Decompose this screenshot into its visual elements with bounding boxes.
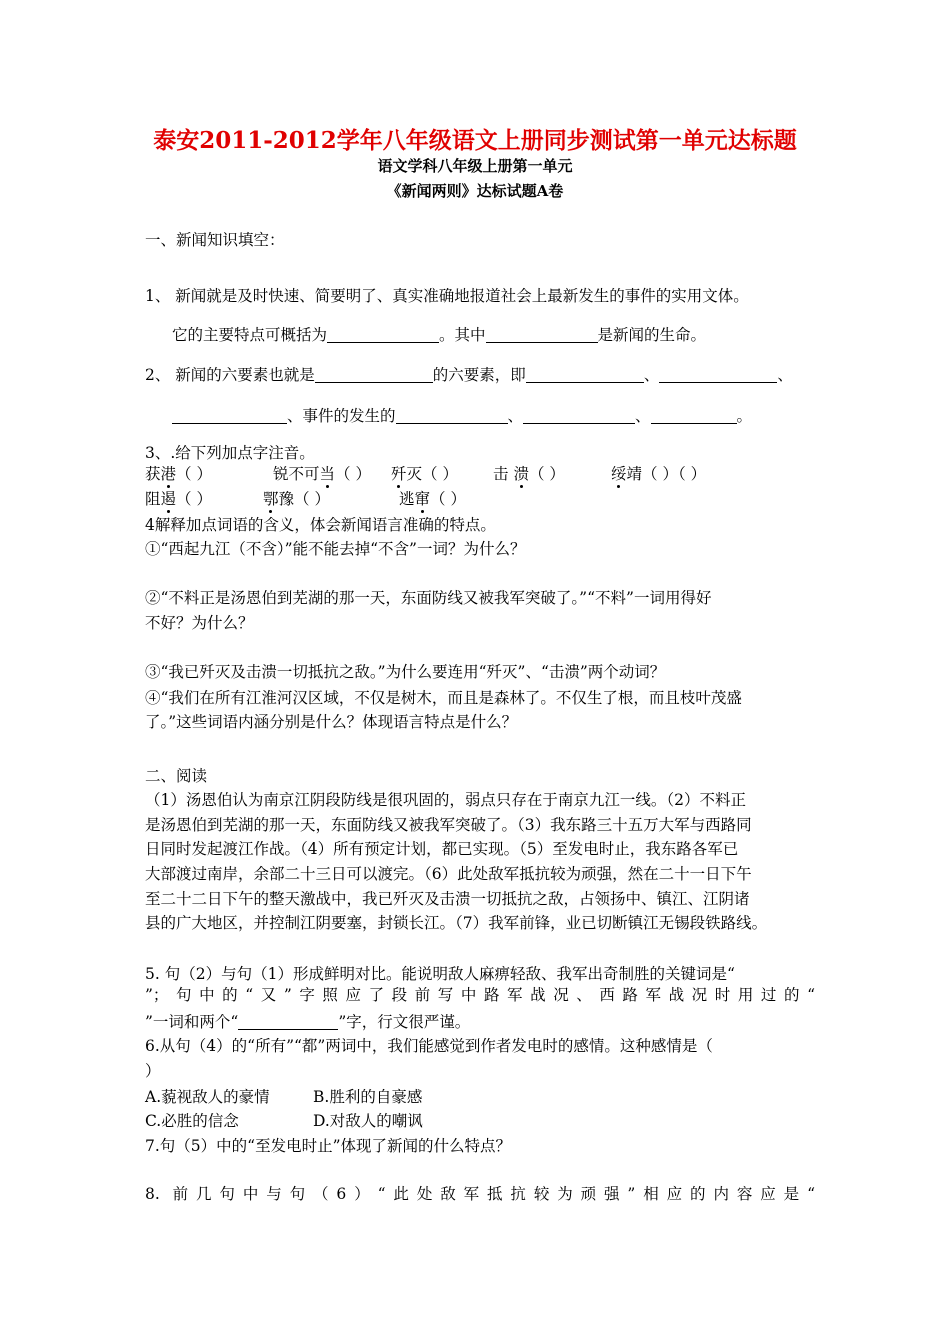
answer-blank[interactable] <box>659 366 777 383</box>
passage-line: 是汤恩伯到芜湖的那一天，东面防线又被我军突破了。（3）我东路三十五万大军与西路同 <box>145 816 752 834</box>
separator: 、 <box>507 407 524 425</box>
q3-row <box>145 462 706 484</box>
dotted-char: 鄂 <box>263 490 279 508</box>
answer-paren[interactable]: （ ） <box>430 490 466 508</box>
q1-text: 1、 新闻就是及时快速、简要明了、真实准确地报道社会上最新发生的事件的实用文体。 <box>145 287 749 305</box>
answer-blank[interactable] <box>523 407 635 424</box>
period: 。 <box>736 407 753 425</box>
dotted-char: 遏 <box>160 490 177 508</box>
pinyin-item: 绥靖（ ）（ ） <box>611 465 707 483</box>
dotted-char: 溃 <box>513 465 529 483</box>
q5-text: 5. 句（2）与句（1）形成鲜明对比。能说明敌人麻痹轻敌、我军出奇制胜的关键词是“ <box>145 965 735 983</box>
answer-blank[interactable] <box>315 366 433 383</box>
answer-blank[interactable] <box>526 366 644 383</box>
pinyin-item: 逃窜（ ） <box>399 490 466 508</box>
answer-blank[interactable] <box>651 407 737 424</box>
separator: 、 <box>643 366 660 384</box>
pinyin-item: 鄂豫（ ） <box>263 490 330 508</box>
answer-paren[interactable]: （ ） <box>294 490 330 508</box>
passage-line: 日同时发起渡江作战。（4）所有预定计划，都已实现。（5）至发电时止，我东路各军已 <box>145 840 739 858</box>
section2-heading: 二、阅读 <box>145 767 208 785</box>
passage-line: 县的广大地区，并控制江阴要塞，封锁长江。（7）我军前锋，业已切断镇江无锡段铁路线。 <box>145 914 768 932</box>
section1-heading: 一、新闻知识填空： <box>145 231 285 249</box>
q6-options <box>145 1085 422 1107</box>
document-title: 泰安2011-2012学年八年级语文上册同步测试第一单元达标题 <box>153 127 797 154</box>
answer-blank[interactable] <box>486 326 598 343</box>
q8-text: 8. 前几句中与句（6）“此处敌军抵抗较为顽强”相应的内容应是“ <box>145 1185 815 1203</box>
q1-mid: 。其中 <box>439 326 486 344</box>
passage-line: 至二十二日下午的整天激战中，我已歼灭及击溃一切抵抗之敌，占领扬中、镇江、江阴诸 <box>145 890 750 908</box>
pinyin-item: 获港（ ） <box>145 465 212 483</box>
q4-heading: 4解释加点词语的含义，体会新闻语言准确的特点。 <box>145 516 496 534</box>
q3-heading: 3、.给下列加点字注音。 <box>145 444 315 462</box>
dotted-char: 窜 <box>414 490 431 508</box>
q4-item: ②“不料正是汤恩伯到芜湖的那一天，东面防线又被我军突破了。”“不料”一词用得好 <box>145 589 712 607</box>
q1-prefix: 它的主要特点可概括为 <box>172 326 328 344</box>
answer-paren[interactable]: （ ） <box>335 465 371 483</box>
q4-item-cont: 不好？为什么？ <box>145 614 254 632</box>
q4-item: ③“我已歼灭及击溃一切抵抗之敌。”为什么要连用“歼灭”、“击溃”两个动词？ <box>145 663 666 681</box>
answer-paren[interactable]: （ ） <box>176 490 212 508</box>
dotted-char: 港 <box>160 465 177 483</box>
answer-blank[interactable] <box>327 326 439 343</box>
dotted-char: 歼 <box>391 465 407 483</box>
q6-text-line2: ） <box>145 1062 161 1080</box>
document-subtitle: 语文学科八年级上册第一单元 <box>377 157 573 175</box>
dotted-char: 当 <box>319 465 336 483</box>
q2-text-line2 <box>172 404 752 426</box>
answer-paren[interactable]: （ ） <box>176 465 212 483</box>
q2-mid: 的六要素，即 <box>432 366 526 384</box>
document-subtitle-2: 《新闻两则》达标试题A卷 <box>386 182 564 200</box>
option-a[interactable]: A.藐视敌人的豪情 <box>145 1088 270 1106</box>
separator: 、 <box>777 366 793 384</box>
pinyin-item: 击 溃（ ） <box>493 465 565 483</box>
q2-mid2: 、事件的发生的 <box>287 407 396 425</box>
q3-row <box>145 487 466 509</box>
answer-blank[interactable] <box>172 407 287 424</box>
q2-prefix: 2、 新闻的六要素也就是 <box>145 366 315 384</box>
q1-suffix: 是新闻的生命。 <box>597 326 707 344</box>
q7-text: 7.句（5）中的“至发电时止”体现了新闻的什么特点？ <box>145 1137 511 1155</box>
q2-text <box>145 363 793 385</box>
option-c[interactable]: C.必胜的信念 <box>145 1112 239 1130</box>
answer-paren[interactable]: （ ）（ ） <box>642 465 707 483</box>
q4-item: ④“我们在所有江淮河汉区域，不仅是树木，而且是森林了。不仅生了根，而且枝叶茂盛 <box>145 689 742 707</box>
answer-blank[interactable] <box>238 1013 338 1030</box>
dotted-char: 绥 <box>611 465 627 483</box>
pinyin-item: 锐不可当（ ） <box>273 465 371 483</box>
option-d[interactable]: D.对敌人的嘲讽 <box>313 1112 423 1130</box>
answer-blank[interactable] <box>396 407 508 424</box>
passage-line: （1）汤恩伯认为南京江阴段防线是很巩固的，弱点只存在于南京九江一线。（2）不料正 <box>145 791 746 809</box>
separator: 、 <box>635 407 651 425</box>
option-b[interactable]: B.胜利的自豪感 <box>313 1088 423 1106</box>
q4-item-cont: 了。”这些词语内涵分别是什么？体现语言特点是什么？ <box>145 713 518 731</box>
q1-text-line2 <box>172 323 706 345</box>
pinyin-item: 歼灭（ ） <box>391 465 458 483</box>
answer-paren[interactable]: （ ） <box>422 465 458 483</box>
q6-options <box>145 1109 423 1131</box>
q5-text-line2: ”；句中的“又”字照应了段前写中路军战况、西路军战况时用过的“ <box>145 986 815 1004</box>
answer-paren[interactable]: （ ） <box>528 465 565 483</box>
q6-text: 6.从句（4）的“所有”“都”两词中，我们能感觉到作者发电时的感情。这种感情是（ <box>145 1037 713 1055</box>
passage-line: 大部渡过南岸，余部二十三日可以渡完。（6）此处敌军抵抗较为顽强，然在二十一日下午 <box>145 865 752 883</box>
q5-text-line3: ”一词和两个“ ”字，行文很严谨。 <box>145 1013 471 1031</box>
pinyin-item: 阻遏（ ） <box>145 490 212 508</box>
q4-item: ①“西起九江（不含）”能不能去掉“不含”一词？为什么？ <box>145 540 526 558</box>
